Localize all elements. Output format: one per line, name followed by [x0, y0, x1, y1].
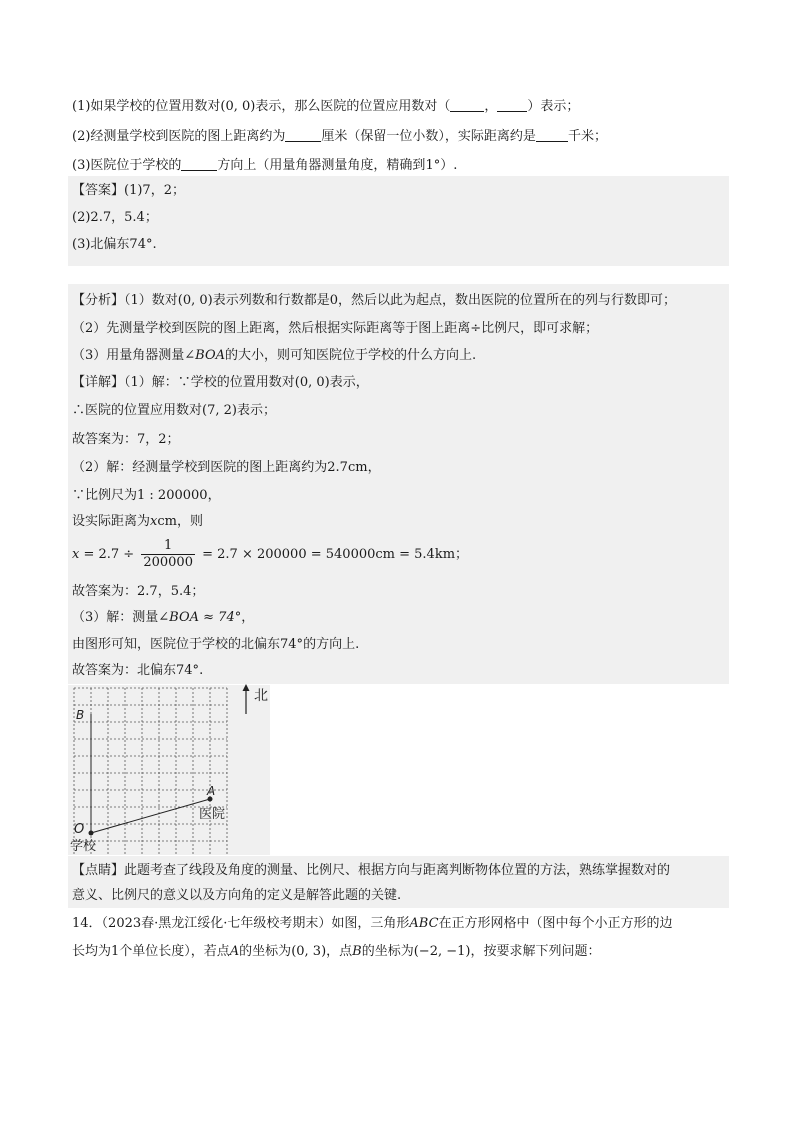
detail-line-8: 故答案为：2.7，5.4；: [72, 584, 205, 599]
q14-line-2: 长均为1个单位长度），若点A的坐标为(0, 3)，点B的坐标为(−2, −1)，按要求解下列问题：: [72, 944, 601, 959]
answer-line-3: (3)北偏东74°.: [72, 237, 157, 252]
detail-line-6: 设实际距离为xcm，则: [72, 514, 203, 529]
detail-line-5: ∵比例尺为1 : 200000，: [72, 488, 221, 503]
arrow-head-icon: [243, 684, 250, 691]
label-a: A: [207, 784, 216, 798]
answer-line-1: 【答案】(1)7，2；: [72, 183, 185, 198]
q13-part2: (2)经测量学校到医院的图上距离约为 厘米（保留一位小数），实际距离约是 千米；: [72, 129, 607, 144]
analysis-line-2: （2）先测量学校到医院的图上距离，然后根据实际距离等于图上距离÷比例尺，即可求解；: [72, 321, 599, 336]
detail-line-11: 故答案为：北偏东74°.: [72, 663, 204, 678]
point-o: [89, 831, 94, 836]
comment-line-2: 意义、比例尺的意义以及方向角的定义是解答此题的关键.: [72, 888, 402, 903]
answer-blank: [181, 157, 217, 171]
detail-line-2: ∴医院的位置应用数对(7, 2)表示；: [72, 403, 276, 418]
north-arrow: [238, 684, 278, 716]
comment-line-1: 【点睛】此题考查了线段及角度的测量、比例尺、根据方向与距离判断物体位置的方法，熟练掌握数对的: [72, 863, 671, 878]
answer-blank: [450, 98, 484, 112]
label-hospital: 医院: [199, 807, 226, 822]
answer-blank: [497, 98, 527, 112]
label-o: O: [74, 822, 85, 837]
dashed-grid: [74, 688, 227, 855]
q13-part3: (3)医院位于学校的 方向上（用量角器测量角度，精确到1°）.: [72, 158, 458, 173]
fraction: $\frac{1}{200000}$: [143, 538, 193, 570]
q14-line-1: 14．（2023春·黑龙江绥化·七年级校考期末）如图，三角形ABC在正方形网格中（图中每个小正方形的边: [72, 916, 673, 931]
detail-equation: x = 2.7 ÷ $\frac{1}{200000}$ = 2.7 × 200000 = 540000cm = 5.4km；: [72, 538, 469, 570]
label-school: 学校: [70, 839, 97, 854]
analysis-line-3: （3）用量角器测量∠BOA的大小，则可知医院位于学校的什么方向上.: [72, 348, 477, 363]
detail-line-1: 【详解】（1）解：∵学校的位置用数对(0, 0)表示，: [72, 375, 369, 390]
analysis-line-1: 【分析】（1）数对(0, 0)表示列数和行数都是0，然后以此为起点，数出医院的位置所在的列与行数即可；: [72, 293, 677, 308]
q13-part1: (1)如果学校的位置用数对(0, 0)表示，那么医院的位置应用数对（ ， ）表示；: [72, 99, 580, 114]
answer-line-2: (2)2.7，5.4；: [72, 210, 158, 225]
label-b: B: [76, 708, 85, 722]
segment-oa: [91, 799, 210, 833]
detail-line-9: （3）解：测量∠BOA ≈ 74°，: [72, 610, 255, 625]
answer-blank: [285, 128, 321, 142]
detail-line-10: 由图形可知，医院位于学校的北偏东74°的方向上.: [72, 637, 360, 652]
detail-line-3: 故答案为：7，2；: [72, 432, 180, 447]
answer-blank: [536, 128, 568, 142]
north-label: 北: [254, 688, 268, 704]
detail-line-4: （2）解：经测量学校到医院的图上距离约为2.7cm，: [72, 460, 381, 475]
